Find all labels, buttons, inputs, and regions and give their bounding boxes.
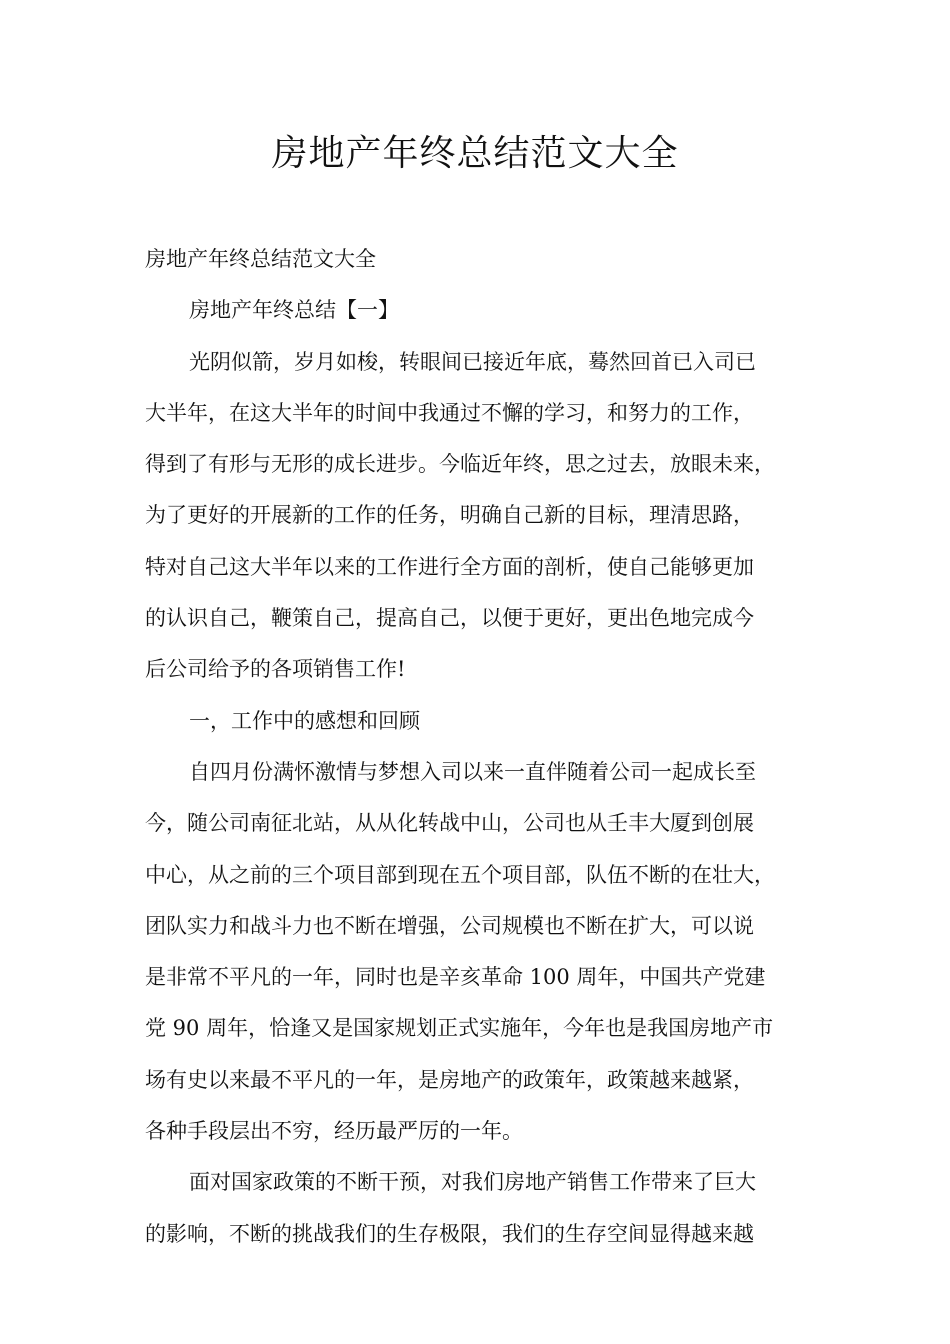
paragraph-2 bbox=[145, 747, 823, 1157]
document-subtitle: 房地产年终总结范文大全 bbox=[145, 247, 376, 271]
document-title: 房地产年终总结范文大全 bbox=[271, 133, 679, 174]
paragraph-3-line: 的影响，不断的挑战我们的生存极限，我们的生存空间显得越来越 bbox=[145, 1221, 754, 1246]
paragraph-1-line: 的认识自己，鞭策自己，提高自己，以便于更好，更出色地完成今 bbox=[145, 606, 754, 631]
paragraph-2-line: 党 90 周年，恰逢又是国家规划正式实施年，今年也是我国房地产市 bbox=[145, 1016, 774, 1041]
paragraph-2-line: 是非常不平凡的一年，同时也是辛亥革命 100 周年，中国共产党建 bbox=[145, 965, 766, 990]
paragraph-2-line: 团队实力和战斗力也不断在增强，公司规模也不断在扩大，可以说 bbox=[145, 913, 754, 938]
paragraph-2-line: 中心，从之前的三个项目部到现在五个项目部，队伍不断的在壮大， bbox=[145, 862, 775, 887]
heading-work-review: 一，工作中的感想和回顾 bbox=[189, 708, 420, 733]
paragraph-3-line: 面对国家政策的不断干预，对我们房地产销售工作带来了巨大 bbox=[189, 1170, 756, 1195]
paragraph-2-line: 自四月份满怀激情与梦想入司以来一直伴随着公司一起成长至 bbox=[189, 759, 756, 784]
paragraph-1-line: 后公司给予的各项销售工作! bbox=[145, 657, 406, 682]
paragraph-2-line: 今，随公司南征北站，从从化转战中山，公司也从壬丰大厦到创展 bbox=[145, 811, 754, 836]
paragraph-2-line: 各种手段层出不穷，经历最严厉的一年。 bbox=[145, 1119, 523, 1144]
paragraph-1-line: 特对自己这大半年以来的工作进行全方面的剖析，使自己能够更加 bbox=[145, 554, 754, 579]
section-heading: 房地产年终总结【一】 bbox=[189, 298, 399, 323]
paragraph-2-line: 场有史以来最不平凡的一年，是房地产的政策年，政策越来越紧， bbox=[145, 1067, 754, 1092]
paragraph-1-line: 大半年，在这大半年的时间中我通过不懈的学习，和努力的工作， bbox=[145, 400, 754, 425]
paragraph-1 bbox=[145, 337, 823, 696]
document-body bbox=[145, 234, 823, 1260]
paragraph-1-line: 为了更好的开展新的工作的任务，明确自己新的目标，理清思路， bbox=[145, 503, 754, 528]
paragraph-1-line: 得到了有形与无形的成长进步。今临近年终，思之过去，放眼未来， bbox=[145, 452, 775, 477]
paragraph-1-line: 光阴似箭，岁月如梭，转眼间已接近年底，蓦然回首已入司已 bbox=[189, 349, 756, 374]
paragraph-3 bbox=[145, 1157, 823, 1260]
